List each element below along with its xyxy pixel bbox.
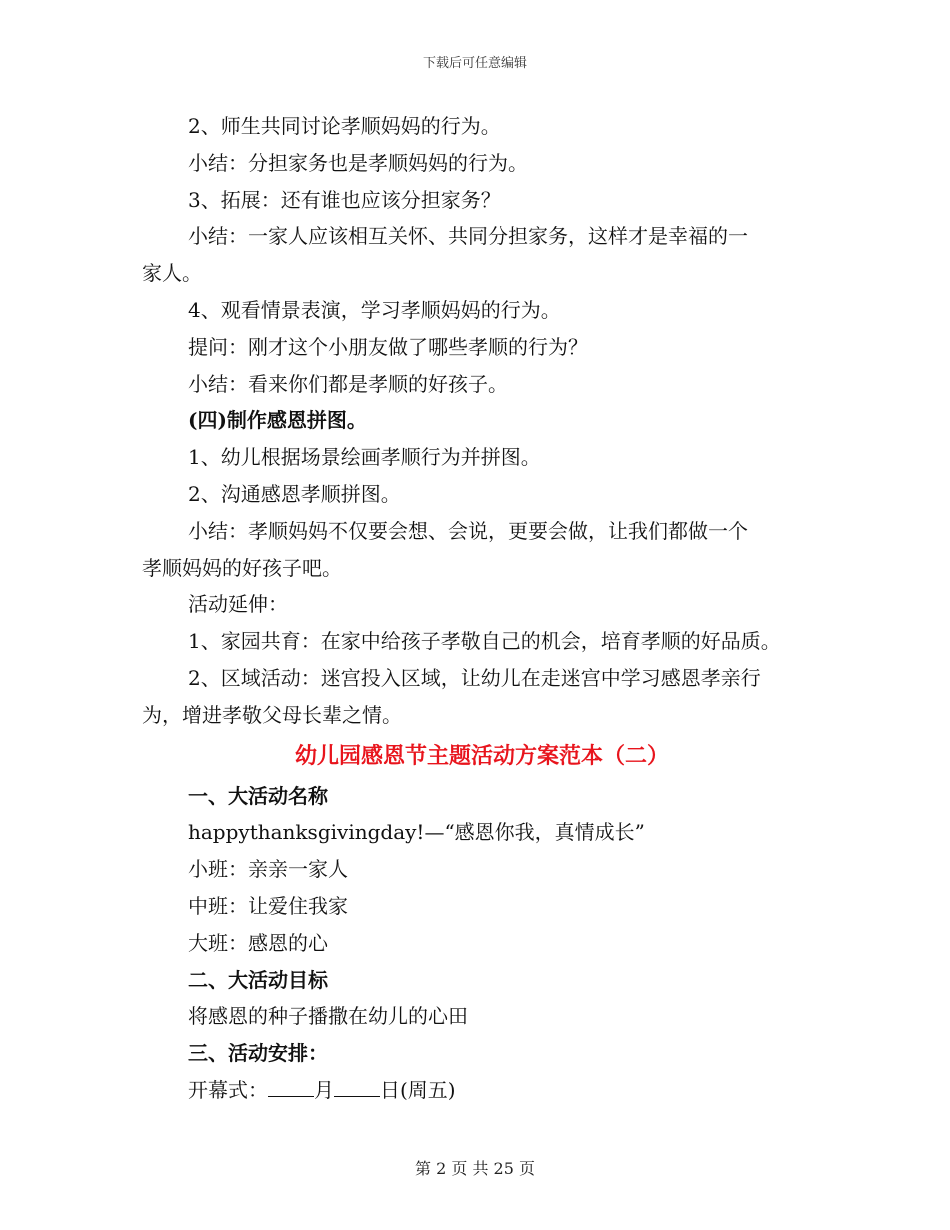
paragraph-line: 2、师生共同讨论孝顺妈妈的行为。 <box>188 114 501 138</box>
paragraph-line: 3、拓展：还有谁也应该分担家务？ <box>188 187 501 212</box>
paragraph-line: 小结：一家人应该相互关怀、共同分担家务，这样才是幸福的一 <box>188 224 748 249</box>
heading-activity-goal: 二、大活动目标 <box>188 967 328 992</box>
heading-activity-name: 一、大活动名称 <box>188 783 328 808</box>
subheading: (四)制作感恩拼图。 <box>188 408 367 433</box>
paragraph-line: 2、沟通感恩孝顺拼图。 <box>188 481 401 506</box>
day-label: 日(周五) <box>380 1077 456 1102</box>
page-header: 下载后可任意编辑 <box>422 56 527 71</box>
month-label: 月 <box>314 1077 334 1102</box>
document-body <box>142 108 822 1109</box>
paragraph-line: 1、幼儿根据场景绘画孝顺行为并拼图。 <box>188 445 541 470</box>
paragraph-line: 1、家园共育：在家中给孩子孝敬自己的机会，培育孝顺的好品质。 <box>188 629 781 654</box>
day-blank <box>334 1074 380 1097</box>
paragraph-line: 小结：看来你们都是孝顺的好孩子。 <box>188 371 508 396</box>
paragraph-line: 将感恩的种子播撒在幼儿的心田 <box>188 1004 468 1029</box>
paragraph-line: 孝顺妈妈的好孩子吧。 <box>142 555 342 580</box>
paragraph-line: 活动延伸： <box>188 592 288 617</box>
paragraph-line: 大班：感恩的心 <box>188 930 328 955</box>
paragraph-line: happythanksgivingday!—“感恩你我，真情成长” <box>188 820 645 845</box>
opening-ceremony-line <box>142 1072 822 1109</box>
paragraph-line: 小结：分担家务也是孝顺妈妈的行为。 <box>188 150 528 175</box>
paragraph-line: 中班：让爱住我家 <box>188 893 348 918</box>
month-blank <box>268 1074 314 1097</box>
paragraph-line: 2、区域活动：迷宫投入区域，让幼儿在走迷宫中学习感恩孝亲行 <box>188 665 761 690</box>
section-title: 幼儿园感恩节主题活动方案范本（二） <box>294 742 669 769</box>
paragraph-line: 为，增进孝敬父母长辈之情。 <box>142 702 402 727</box>
paragraph-line: 小班：亲亲一家人 <box>188 857 348 882</box>
opening-label: 开幕式： <box>188 1077 268 1102</box>
paragraph-line: 4、观看情景表演，学习孝顺妈妈的行为。 <box>188 297 561 322</box>
paragraph-line: 提问：刚才这个小朋友做了哪些孝顺的行为？ <box>188 334 588 359</box>
heading-activity-schedule: 三、活动安排： <box>188 1041 328 1066</box>
paragraph-line: 小结：孝顺妈妈不仅要会想、会说，更要会做，让我们都做一个 <box>188 518 748 543</box>
paragraph-line: 家人。 <box>142 261 202 286</box>
page-footer: 第 2 页 共 25 页 <box>415 1159 535 1178</box>
